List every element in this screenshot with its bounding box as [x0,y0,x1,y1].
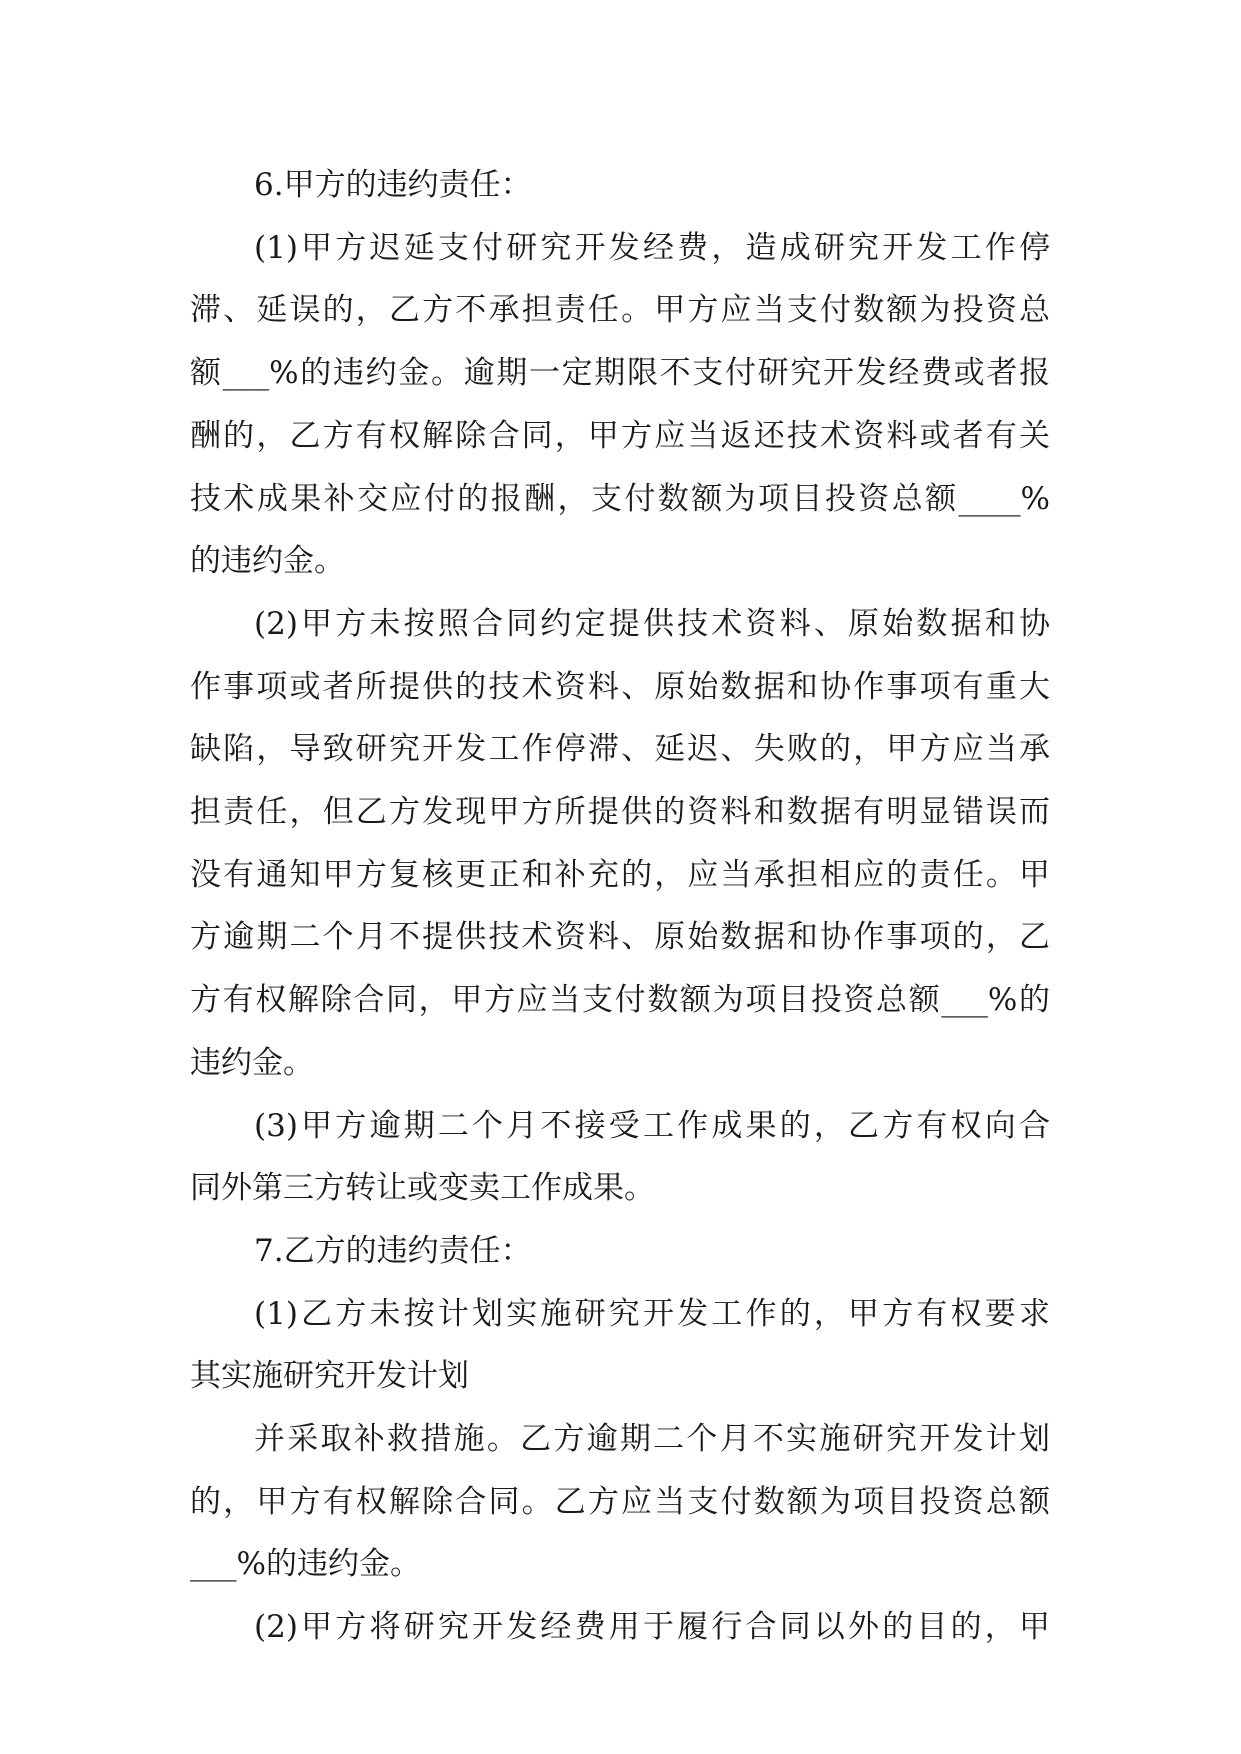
text-line: 的违约金。 [190,543,345,579]
text-line: (2)甲方未按照合同约定提供技术资料、原始数据和协 [254,606,1050,642]
text-line: 技术成果补交应付的报酬，支付数额为项目投资总额____% [190,481,1050,517]
text-line: 作事项或者所提供的技术资料、原始数据和协作事项有重大 [190,669,1050,705]
text-line: (3)甲方逾期二个月不接受工作成果的，乙方有权向合 [254,1108,1050,1144]
text-line: 没有通知甲方复核更正和补充的，应当承担相应的责任。甲 [190,857,1050,893]
text-line: 的，甲方有权解除合同。乙方应当支付数额为项目投资总额 [190,1484,1050,1520]
text-line: 其实施研究开发计划 [190,1358,469,1394]
text-line: (1)甲方迟延支付研究开发经费，造成研究开发工作停 [254,230,1050,266]
text-line: 违约金。 [190,1045,314,1081]
text-line: 同外第三方转让或变卖工作成果。 [190,1170,655,1206]
text-line: 担责任，但乙方发现甲方所提供的资料和数据有明显错误而 [190,794,1050,830]
text-line: 额___%的违约金。逾期一定期限不支付研究开发经费或者报 [190,355,1050,391]
text-line: 7.乙方的违约责任： [254,1233,532,1269]
text-line: (2)甲方将研究开发经费用于履行合同以外的目的，甲 [254,1609,1050,1645]
text-line: 缺陷，导致研究开发工作停滞、延迟、失败的，甲方应当承 [190,731,1050,767]
text-line: 6.甲方的违约责任： [254,167,532,203]
text-line: (1)乙方未按计划实施研究开发工作的，甲方有权要求 [254,1296,1050,1332]
text-line: ___%的违约金。 [190,1546,421,1582]
text-line: 方有权解除合同，甲方应当支付数额为项目投资总额___%的 [190,982,1050,1018]
text-line: 并采取补救措施。乙方逾期二个月不实施研究开发计划 [254,1421,1050,1457]
text-line: 滞、延误的，乙方不承担责任。甲方应当支付数额为投资总 [190,292,1050,328]
text-line: 方逾期二个月不提供技术资料、原始数据和协作事项的，乙 [190,919,1050,955]
text-line: 酬的，乙方有权解除合同，甲方应当返还技术资料或者有关 [190,418,1050,454]
